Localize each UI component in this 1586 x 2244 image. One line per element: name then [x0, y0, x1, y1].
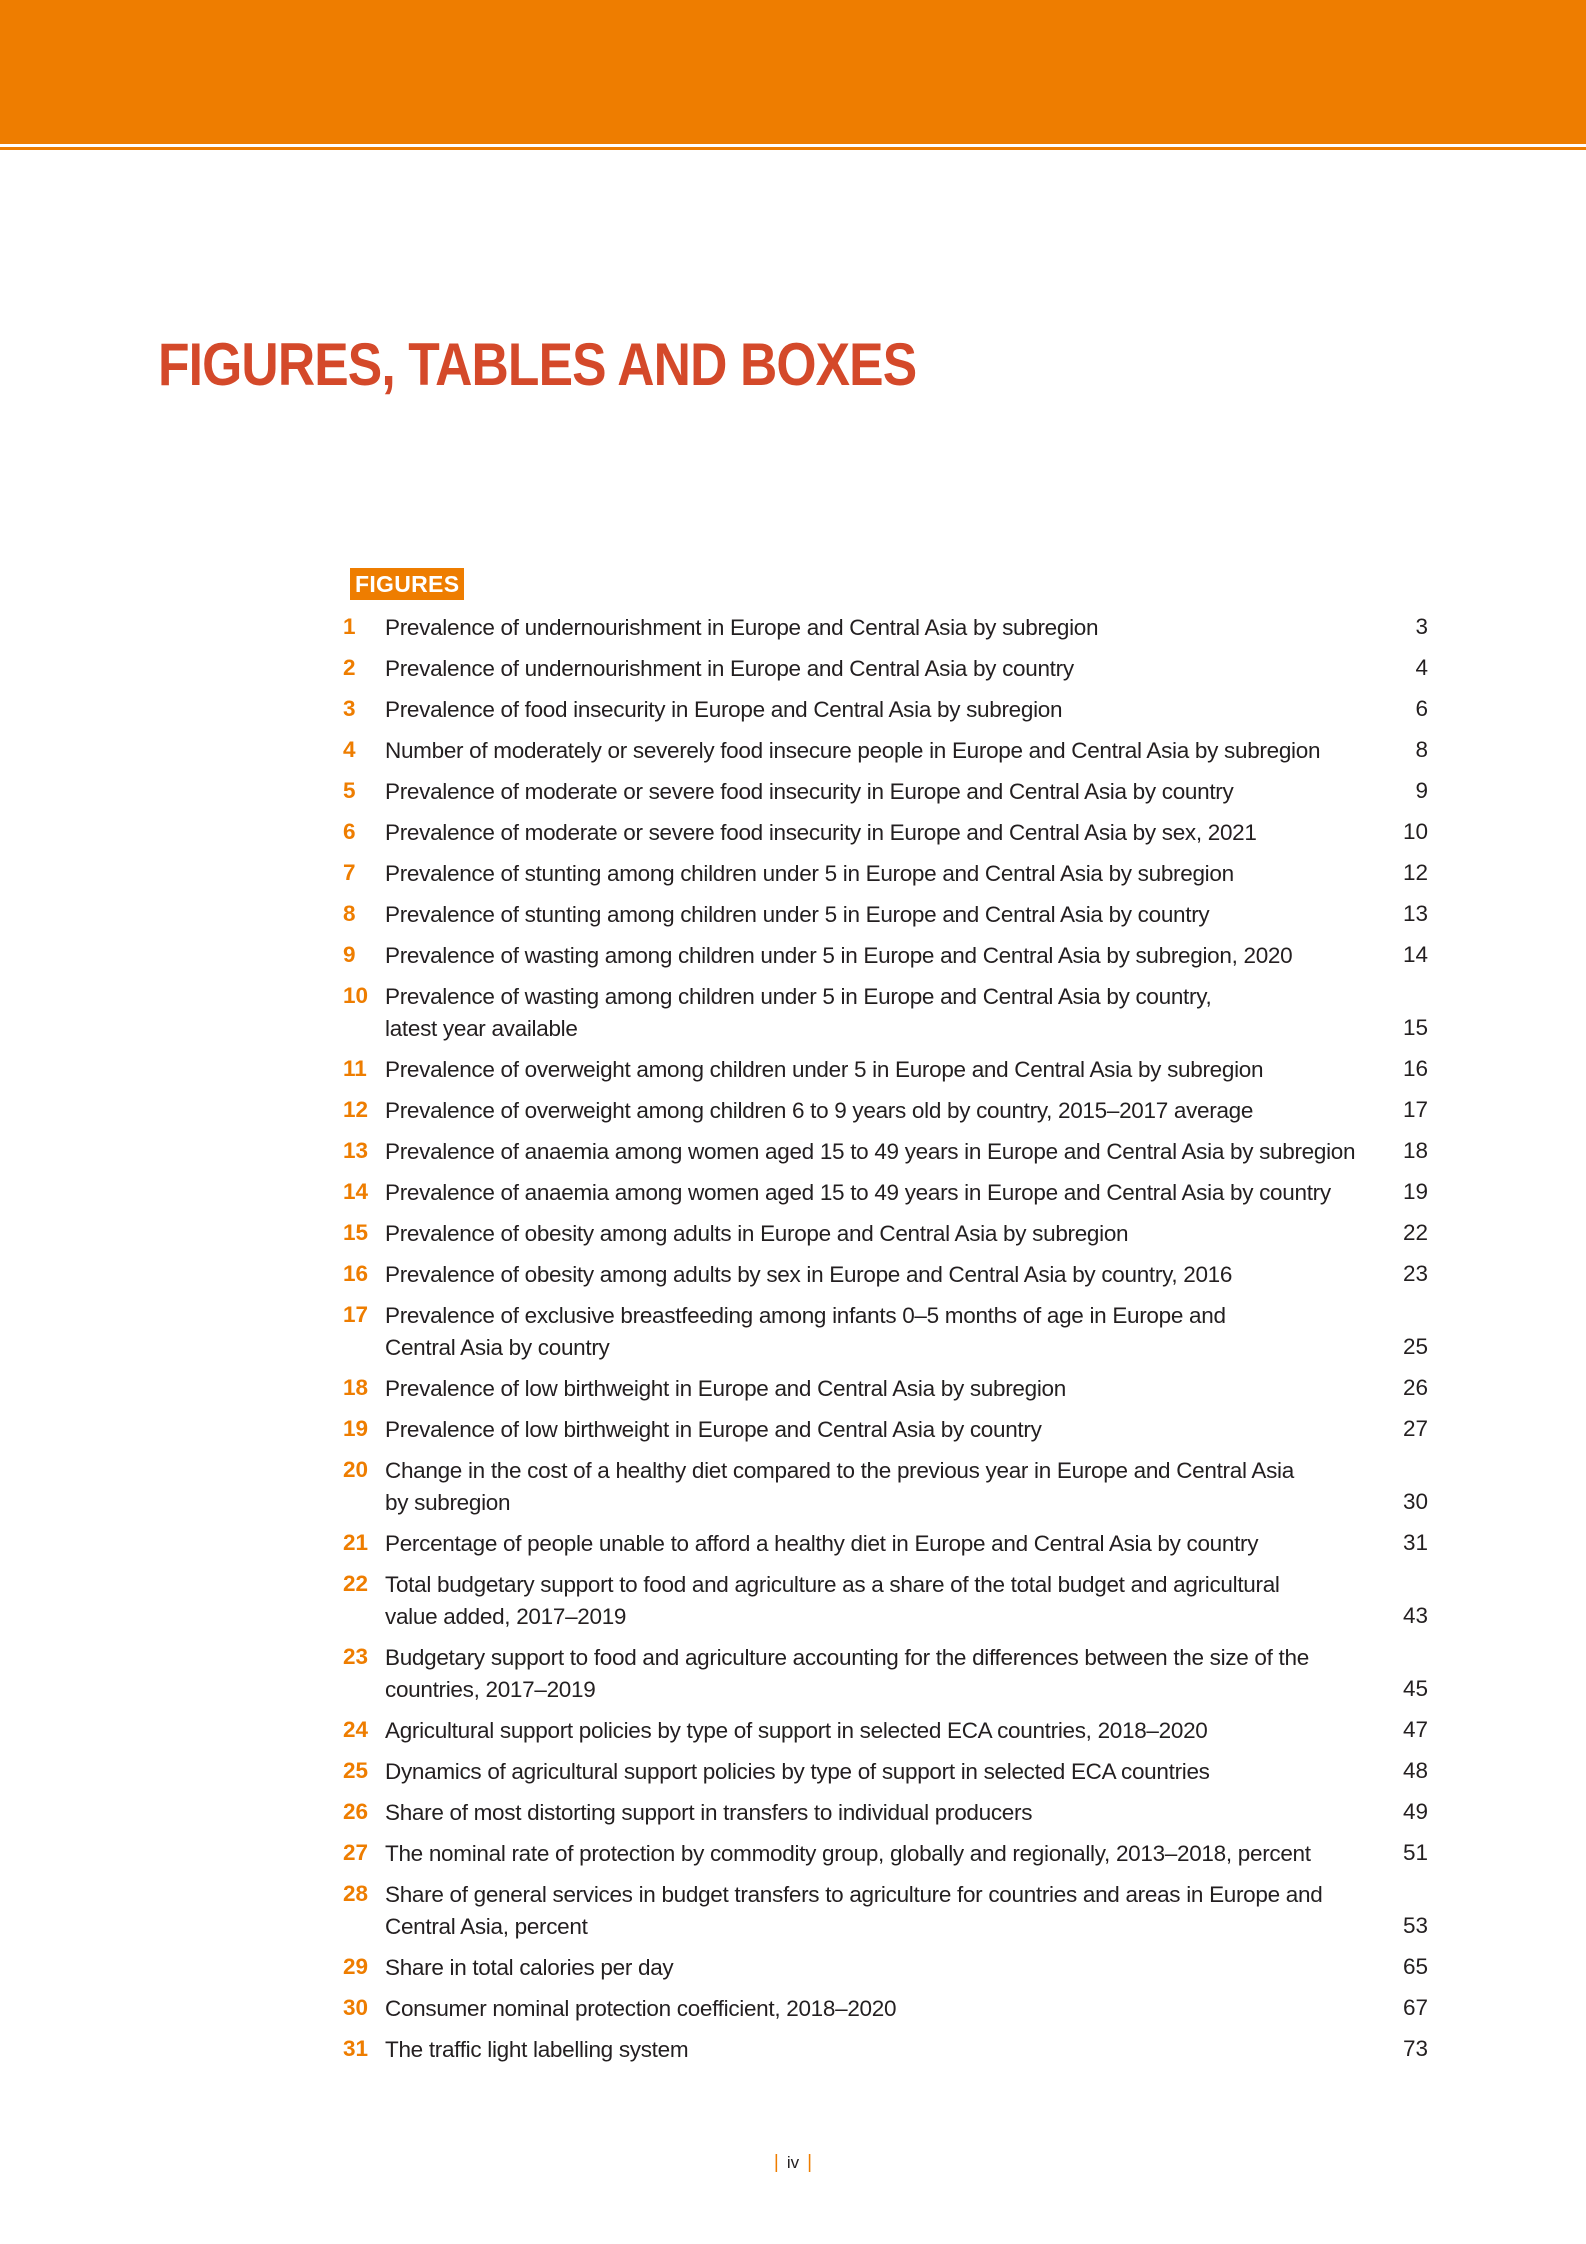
figure-number: 17	[343, 1302, 369, 1327]
figure-entry[interactable]	[340, 1213, 1430, 1254]
figure-page-number: 25	[1402, 1334, 1428, 1359]
figure-title-line: Central Asia by country	[385, 1335, 610, 1360]
figure-number: 16	[343, 1261, 369, 1286]
figure-title	[385, 1409, 1385, 1446]
figure-number: 7	[343, 860, 356, 885]
figure-page-number: 15	[1402, 1015, 1428, 1040]
figure-title-line: Prevalence of obesity among adults in Europe and Central Asia by subregion	[385, 1221, 1129, 1246]
figure-title	[385, 976, 1345, 1045]
figure-number: 8	[343, 901, 356, 926]
figure-title-line: Number of moderately or severely food insecure people in Europe and Central Asia by subregion	[385, 738, 1321, 763]
figure-title	[385, 1131, 1385, 1168]
figure-title-line: Share in total calories per day	[385, 1955, 674, 1980]
figure-title-line: by subregion	[385, 1490, 511, 1515]
figure-title	[385, 1637, 1345, 1706]
figure-number: 3	[343, 696, 356, 721]
figure-page-number: 8	[1415, 737, 1428, 762]
figure-entry[interactable]	[340, 1947, 1430, 1988]
figure-number: 26	[343, 1799, 369, 1824]
figure-entry[interactable]	[340, 1833, 1430, 1874]
figure-title-line: Prevalence of wasting among children under 5 in Europe and Central Asia by country,	[385, 984, 1212, 1009]
figure-entry[interactable]	[340, 730, 1430, 771]
figure-number: 12	[343, 1097, 369, 1122]
figure-page-number: 19	[1402, 1179, 1428, 1204]
figure-page-number: 47	[1402, 1717, 1428, 1742]
figure-title	[385, 853, 1385, 890]
page-footer	[0, 2152, 1586, 2174]
figure-number: 5	[343, 778, 356, 803]
figure-title-line: Prevalence of stunting among children under 5 in Europe and Central Asia by subregion	[385, 861, 1234, 886]
figure-title	[385, 1523, 1385, 1560]
figure-title-line: Change in the cost of a healthy diet compared to the previous year in Europe and Central Asia	[385, 1458, 1294, 1483]
figure-title	[385, 1295, 1345, 1364]
figure-entry[interactable]	[340, 1564, 1430, 1637]
figure-title-line: Percentage of people unable to afford a healthy diet in Europe and Central Asia by country	[385, 1531, 1259, 1556]
figure-title	[385, 730, 1385, 767]
figure-page-number: 9	[1415, 778, 1428, 803]
figure-number: 24	[343, 1717, 369, 1742]
figure-page-number: 17	[1402, 1097, 1428, 1122]
figure-title-line: Share of general services in budget transfers to agriculture for countries and areas in Europe and	[385, 1882, 1323, 1907]
figure-number: 11	[343, 1056, 367, 1081]
figure-page-number: 43	[1402, 1603, 1428, 1628]
figure-entry[interactable]	[340, 1368, 1430, 1409]
figure-title	[385, 812, 1385, 849]
figure-page-number: 22	[1402, 1220, 1428, 1245]
figure-title-line: Prevalence of anaemia among women aged 15 to 49 years in Europe and Central Asia by subregion	[385, 1139, 1356, 1164]
figure-page-number: 73	[1402, 2036, 1428, 2061]
figure-page-number: 23	[1402, 1261, 1428, 1286]
figure-title	[385, 771, 1385, 808]
figure-page-number: 13	[1402, 901, 1428, 926]
figure-page-number: 49	[1402, 1799, 1428, 1824]
figure-number: 30	[343, 1995, 369, 2020]
figure-number: 15	[343, 1220, 369, 1245]
page-title: FIGURES, TABLES AND BOXES	[158, 331, 917, 398]
figure-page-number: 3	[1415, 614, 1428, 639]
figure-title-line: Prevalence of low birthweight in Europe and Central Asia by subregion	[385, 1376, 1066, 1401]
figure-title	[385, 1874, 1345, 1943]
figure-page-number: 30	[1402, 1489, 1428, 1514]
figure-page-number: 31	[1402, 1530, 1428, 1555]
figure-entry[interactable]	[340, 1409, 1430, 1450]
figure-title-line: Prevalence of moderate or severe food insecurity in Europe and Central Asia by country	[385, 779, 1234, 804]
figure-title	[385, 1049, 1385, 1086]
figure-title-line: Dynamics of agricultural support policies by type of support in selected ECA countries	[385, 1759, 1210, 1784]
figure-page-number: 14	[1402, 942, 1428, 967]
figure-entry[interactable]	[340, 853, 1430, 894]
figure-title	[385, 1947, 1385, 1984]
figure-page-number: 27	[1402, 1416, 1428, 1441]
figure-title	[385, 1368, 1385, 1405]
figure-page-number: 16	[1402, 1056, 1428, 1081]
figure-title-line: value added, 2017–2019	[385, 1604, 627, 1629]
figure-title	[385, 1254, 1385, 1291]
figure-entry[interactable]	[340, 894, 1430, 935]
figure-page-number: 51	[1402, 1840, 1428, 1865]
figure-title	[385, 1710, 1385, 1747]
figure-title-line: Consumer nominal protection coefficient, 2018–2020	[385, 1996, 897, 2021]
figure-entry[interactable]	[340, 1090, 1430, 1131]
figure-title-line: Prevalence of moderate or severe food insecurity in Europe and Central Asia by sex, 2021	[385, 820, 1257, 845]
figure-number: 22	[343, 1571, 369, 1596]
figure-title	[385, 607, 1385, 644]
figure-number: 9	[343, 942, 356, 967]
figure-entry[interactable]	[340, 1988, 1430, 2029]
figure-title-line: Central Asia, percent	[385, 1914, 588, 1939]
figure-title-line: Prevalence of food insecurity in Europe and Central Asia by subregion	[385, 697, 1063, 722]
figure-number: 31	[343, 2036, 369, 2061]
figure-title	[385, 935, 1385, 972]
figure-number: 13	[343, 1138, 369, 1163]
figure-page-number: 45	[1402, 1676, 1428, 1701]
figure-number: 21	[343, 1530, 369, 1555]
figure-page-number: 26	[1402, 1375, 1428, 1400]
figure-title-line: Prevalence of stunting among children under 5 in Europe and Central Asia by country	[385, 902, 1210, 927]
figures-list	[340, 607, 1430, 2070]
figure-title	[385, 1988, 1385, 2025]
figure-title-line: latest year available	[385, 1016, 578, 1041]
figure-title	[385, 1751, 1385, 1788]
figure-title	[385, 1792, 1385, 1829]
figure-title-line: Prevalence of overweight among children 6 to 9 years old by country, 2015–2017 average	[385, 1098, 1254, 1123]
figure-number: 18	[343, 1375, 369, 1400]
figure-number: 19	[343, 1416, 369, 1441]
figure-number: 28	[343, 1881, 369, 1906]
figure-entry[interactable]	[340, 1792, 1430, 1833]
figure-title-line: Prevalence of obesity among adults by sex in Europe and Central Asia by country, 2016	[385, 1262, 1233, 1287]
figure-entry[interactable]	[340, 648, 1430, 689]
figure-entry[interactable]	[340, 1450, 1430, 1523]
figure-page-number: 10	[1402, 819, 1428, 844]
figure-number: 2	[343, 655, 356, 680]
figure-entry[interactable]	[340, 771, 1430, 812]
figure-title-line: The traffic light labelling system	[385, 2037, 689, 2062]
figure-title	[385, 1090, 1385, 1127]
figure-entry[interactable]	[340, 1751, 1430, 1792]
figure-page-number: 6	[1415, 696, 1428, 721]
header-band	[0, 0, 1586, 144]
figure-title	[385, 1833, 1385, 1870]
figure-title-line: Budgetary support to food and agriculture accounting for the differences between the size of the	[385, 1645, 1309, 1670]
figure-title-line: Prevalence of exclusive breastfeeding among infants 0–5 months of age in Europe and	[385, 1303, 1226, 1328]
figure-title	[385, 1172, 1385, 1209]
footer-divider-left: |	[773, 2152, 779, 2173]
figure-page-number: 4	[1415, 655, 1428, 680]
figure-entry[interactable]	[340, 2029, 1430, 2070]
figure-title	[385, 689, 1385, 726]
figure-page-number: 12	[1402, 860, 1428, 885]
figure-title	[385, 648, 1385, 685]
figure-page-number: 67	[1402, 1995, 1428, 2020]
figure-title	[385, 1213, 1385, 1250]
figure-entry[interactable]	[340, 1295, 1430, 1368]
figure-number: 27	[343, 1840, 369, 1865]
figure-number: 10	[343, 983, 369, 1008]
figure-title-line: Prevalence of anaemia among women aged 15 to 49 years in Europe and Central Asia by country	[385, 1180, 1331, 1205]
figure-number: 29	[343, 1954, 369, 1979]
figure-entry[interactable]	[340, 812, 1430, 853]
figure-page-number: 48	[1402, 1758, 1428, 1783]
page-number: iv	[786, 2153, 800, 2172]
figure-title-line: countries, 2017–2019	[385, 1677, 596, 1702]
header-rule	[0, 147, 1586, 150]
figure-entry[interactable]	[340, 1254, 1430, 1295]
figure-page-number: 53	[1402, 1913, 1428, 1938]
figure-entry[interactable]	[340, 689, 1430, 730]
figure-number: 1	[343, 614, 356, 639]
figure-title-line: Prevalence of undernourishment in Europe and Central Asia by country	[385, 656, 1074, 681]
figure-title	[385, 2029, 1385, 2066]
footer-divider-right: |	[807, 2152, 813, 2173]
figure-page-number: 65	[1402, 1954, 1428, 1979]
figure-entry[interactable]	[340, 1637, 1430, 1710]
figure-number: 14	[343, 1179, 369, 1204]
figure-title-line: The nominal rate of protection by commodity group, globally and regionally, 2013–2018, percent	[385, 1841, 1311, 1866]
figure-title-line: Total budgetary support to food and agriculture as a share of the total budget and agricultural	[385, 1572, 1280, 1597]
figure-title	[385, 1564, 1345, 1633]
figure-title	[385, 1450, 1345, 1519]
section-label-figures: FIGURES	[350, 568, 464, 600]
figure-entry[interactable]	[340, 976, 1430, 1049]
figure-entry[interactable]	[340, 935, 1430, 976]
figure-number: 25	[343, 1758, 369, 1783]
figure-title	[385, 894, 1385, 931]
figure-entry[interactable]	[340, 1049, 1430, 1090]
figure-page-number: 18	[1402, 1138, 1428, 1163]
figure-number: 6	[343, 819, 356, 844]
figure-title-line: Prevalence of low birthweight in Europe and Central Asia by country	[385, 1417, 1042, 1442]
figure-title-line: Prevalence of overweight among children under 5 in Europe and Central Asia by subregion	[385, 1057, 1264, 1082]
figure-entry[interactable]	[340, 1874, 1430, 1947]
figure-entry[interactable]	[340, 607, 1430, 648]
figure-number: 20	[343, 1457, 369, 1482]
figure-title-line: Agricultural support policies by type of support in selected ECA countries, 2018–2020	[385, 1718, 1208, 1743]
figure-title-line: Share of most distorting support in transfers to individual producers	[385, 1800, 1033, 1825]
figure-entry[interactable]	[340, 1172, 1430, 1213]
figure-number: 23	[343, 1644, 369, 1669]
figure-entry[interactable]	[340, 1523, 1430, 1564]
figure-title-line: Prevalence of undernourishment in Europe and Central Asia by subregion	[385, 615, 1099, 640]
figure-number: 4	[343, 737, 356, 762]
figure-entry[interactable]	[340, 1710, 1430, 1751]
figure-title-line: Prevalence of wasting among children under 5 in Europe and Central Asia by subregion, 2020	[385, 943, 1293, 968]
figure-entry[interactable]	[340, 1131, 1430, 1172]
